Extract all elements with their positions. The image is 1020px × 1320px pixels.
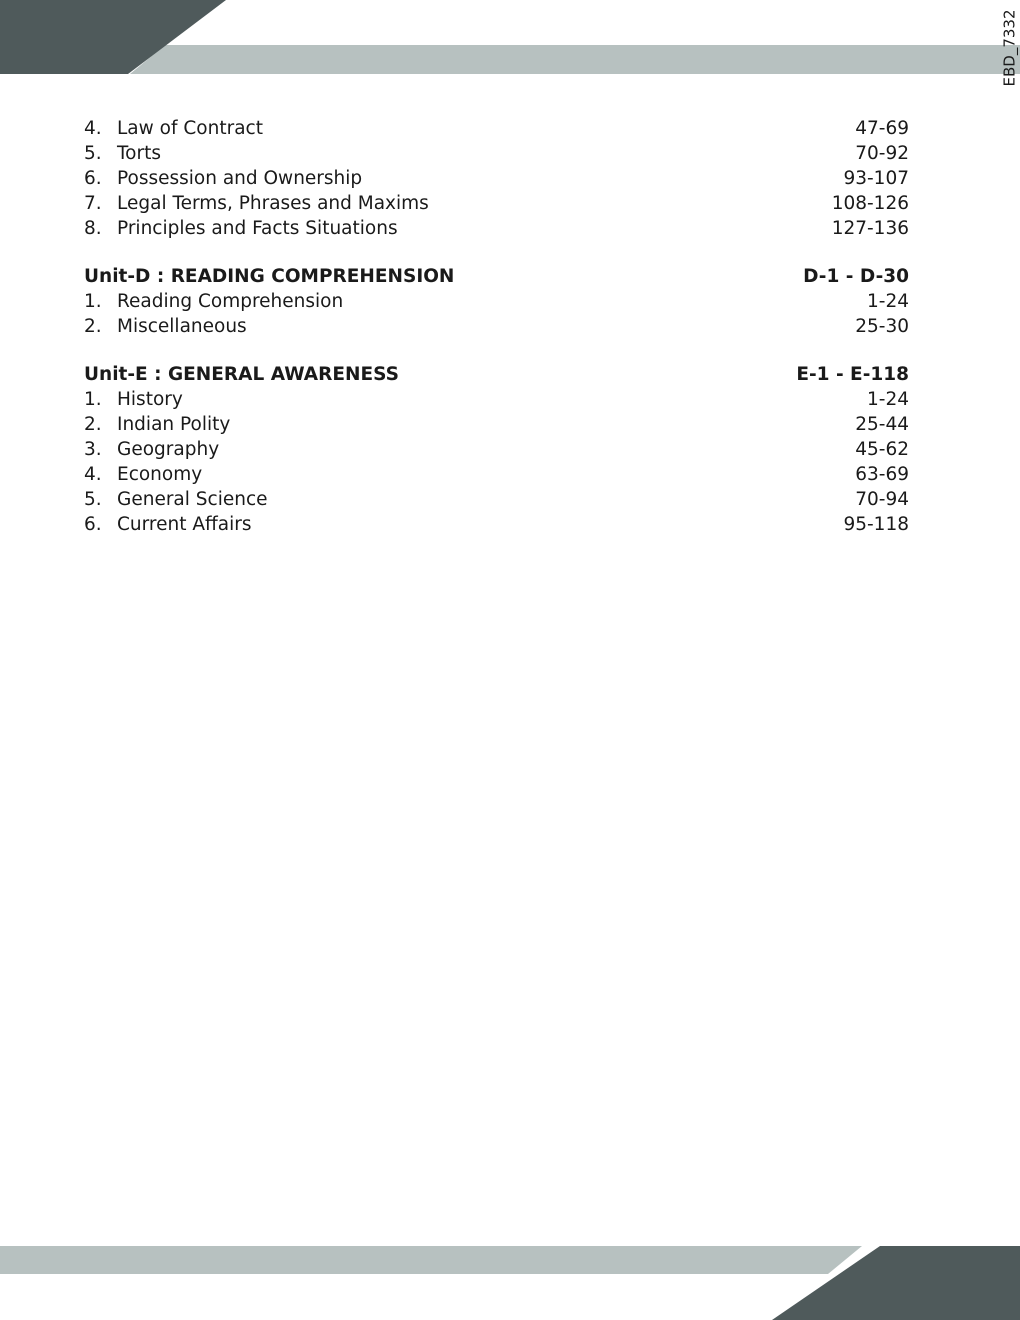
toc-title: Possession and Ownership — [117, 168, 363, 189]
unit-title: Unit-D : READING COMPREHENSION — [84, 266, 455, 287]
toc-pages: 70-92 — [855, 143, 909, 164]
toc-row — [84, 166, 909, 191]
toc-number: 3. — [84, 439, 102, 460]
toc-row — [84, 437, 909, 462]
toc-pages: 63-69 — [855, 464, 909, 485]
unit-title: Unit-E : GENERAL AWARENESS — [84, 364, 399, 385]
toc-title: General Science — [117, 489, 268, 510]
toc-number: 7. — [84, 193, 102, 214]
toc-number: 8. — [84, 218, 102, 239]
toc-row — [84, 387, 909, 412]
toc-title: Reading Comprehension — [117, 291, 344, 312]
toc-row — [84, 191, 909, 216]
toc-row — [84, 141, 909, 166]
toc-number: 4. — [84, 118, 102, 139]
toc-pages: 25-30 — [855, 316, 909, 337]
toc-number: 4. — [84, 464, 102, 485]
toc-row — [84, 512, 909, 537]
toc-title: Torts — [117, 143, 161, 164]
unit-pages: E-1 - E-118 — [796, 364, 909, 385]
toc-title: Current Affairs — [117, 514, 252, 535]
toc-title: Indian Polity — [117, 414, 231, 435]
toc-number: 2. — [84, 316, 102, 337]
toc-row — [84, 487, 909, 512]
unit-e-section — [84, 362, 909, 537]
toc-row — [84, 314, 909, 339]
toc-pages: 45-62 — [855, 439, 909, 460]
toc-pages: 1-24 — [867, 389, 909, 410]
header-light-band — [130, 45, 1020, 74]
toc-pages: 95-118 — [843, 514, 909, 535]
toc-number: 5. — [84, 489, 102, 510]
toc-pages: 1-24 — [867, 291, 909, 312]
toc-number: 1. — [84, 291, 102, 312]
document-code-text: EBD_7332 — [1000, 9, 1018, 87]
footer-band — [0, 1240, 1020, 1320]
table-of-contents — [84, 116, 909, 537]
toc-title: Economy — [117, 464, 203, 485]
toc-row — [84, 116, 909, 141]
toc-number: 6. — [84, 514, 102, 535]
toc-pages: 70-94 — [855, 489, 909, 510]
toc-row — [84, 412, 909, 437]
unit-heading — [84, 362, 909, 387]
unit-heading — [84, 264, 909, 289]
toc-title: Miscellaneous — [117, 316, 247, 337]
toc-row — [84, 216, 909, 241]
toc-number: 1. — [84, 389, 102, 410]
toc-title: Legal Terms, Phrases and Maxims — [117, 193, 429, 214]
toc-title: Geography — [117, 439, 220, 460]
toc-title: History — [117, 389, 183, 410]
toc-pages: 25-44 — [855, 414, 909, 435]
toc-row — [84, 289, 909, 314]
toc-number: 5. — [84, 143, 102, 164]
toc-pages: 47-69 — [855, 118, 909, 139]
unit-d-section — [84, 264, 909, 339]
toc-number: 2. — [84, 414, 102, 435]
document-code — [998, 2, 1020, 94]
toc-title: Law of Contract — [117, 118, 263, 139]
law-items-list — [84, 116, 909, 241]
header-band — [0, 0, 1020, 80]
toc-title: Principles and Facts Situations — [117, 218, 398, 239]
footer-light-band — [0, 1246, 862, 1274]
toc-number: 6. — [84, 168, 102, 189]
unit-pages: D-1 - D-30 — [803, 266, 909, 287]
toc-pages: 127-136 — [831, 218, 909, 239]
toc-pages: 93-107 — [843, 168, 909, 189]
toc-pages: 108-126 — [831, 193, 909, 214]
toc-row — [84, 462, 909, 487]
